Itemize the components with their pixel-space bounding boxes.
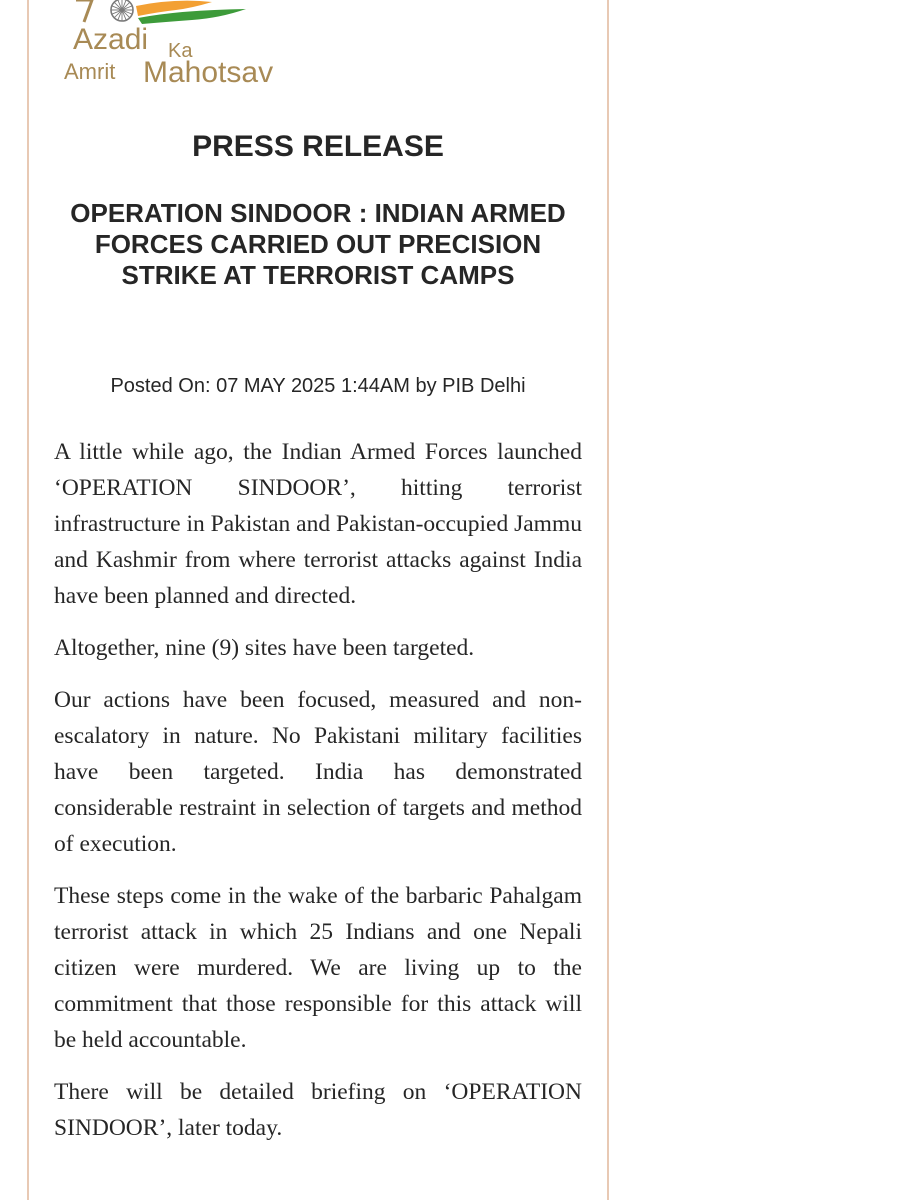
logo-azadi-text: Azadi (73, 23, 149, 56)
logo-mahotsav-text: Mahotsav (143, 56, 274, 89)
press-release-headline: OPERATION SINDOOR : INDIAN ARMED FORCES CARRIED OUT PRECISION STRIKE AT TERRORIST CAMPS (70, 198, 566, 290)
body-paragraph: Our actions have been focused, measured and non-escalatory in nature. No Pakistani military facilities have been targeted. India has demonstrated considerable restraint in selection of targets and method of execution. (54, 687, 582, 857)
chakra-wheel-icon (111, 0, 133, 21)
press-release-label: PRESS RELEASE (192, 130, 444, 163)
body-paragraph: Altogether, nine (9) sites have been targeted. (54, 635, 475, 661)
azadi-ka-amrit-mahotsav-logo (60, 0, 300, 100)
logo-amrit-text: Amrit (64, 59, 116, 84)
body-paragraph: There will be detailed briefing on ‘OPERATION SINDOOR’, later today. (54, 1079, 582, 1141)
page-border-left (27, 0, 29, 1200)
body-paragraph: These steps come in the wake of the barbaric Pahalgam terrorist attack in which 25 Indians and one Nepali citizen were murdered. We are living up to the commitment that those responsible for this attack will be held accountable. (54, 883, 582, 1053)
body-paragraph: A little while ago, the Indian Armed Forces launched ‘OPERATION SINDOOR’, hitting terrorist infrastructure in Pakistan and Pakistan-occupied Jammu and Kashmir from where terrorist attacks against India have been planned and directed. (54, 439, 582, 609)
posted-on-line: Posted On: 07 MAY 2025 1:44AM by PIB Delhi (110, 375, 526, 397)
press-release-body (54, 434, 582, 1162)
logo-ka-text: Ka (168, 40, 193, 62)
logo-seven-icon (76, 0, 92, 22)
page-border-right (607, 0, 609, 1200)
